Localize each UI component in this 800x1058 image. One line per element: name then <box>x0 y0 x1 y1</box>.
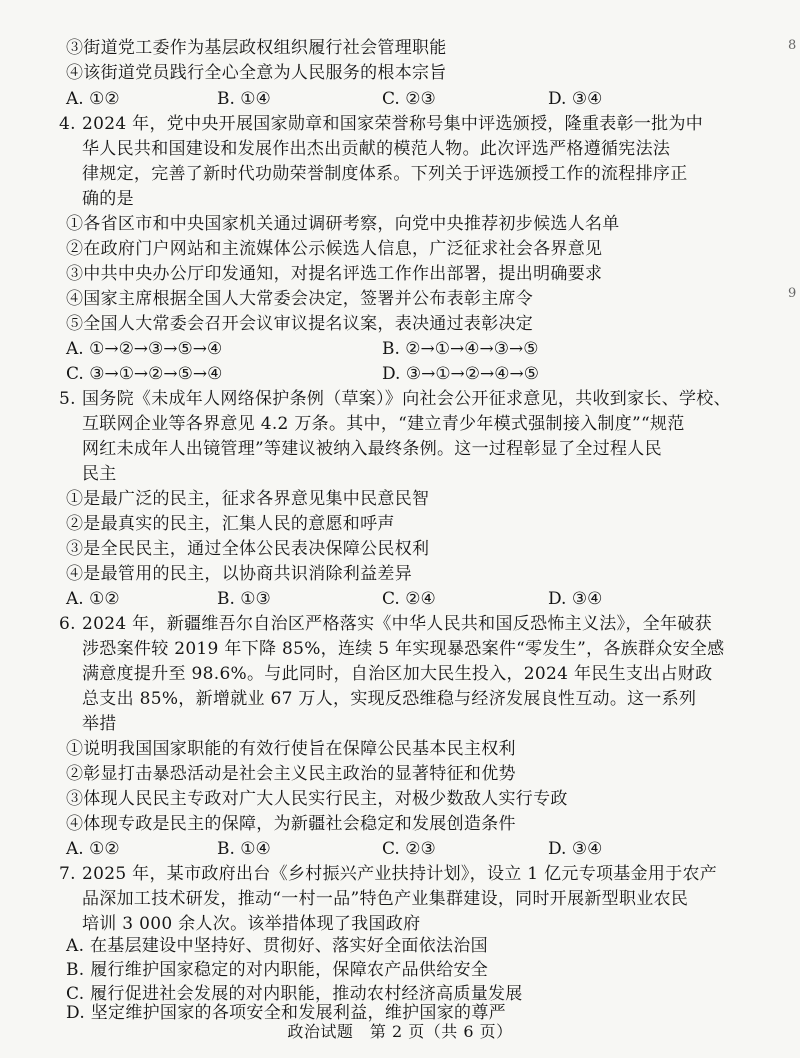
q4-option-a[interactable]: A. ①→②→③→⑤→④ <box>66 339 223 359</box>
q7-choice-d[interactable]: D. 坚定维护国家的各项安全和发展利益，维护国家的尊严 <box>66 1003 506 1023</box>
q6-option-b[interactable]: B. ①④ <box>217 839 271 859</box>
q6-number: 6. <box>59 614 76 634</box>
q5-option-a[interactable]: A. ①② <box>66 589 120 609</box>
q3-option-c[interactable]: C. ②③ <box>382 89 436 109</box>
q4-statement-3: ③中共中央办公厅印发通知，对提名评选工作作出部署，提出明确要求 <box>66 264 603 284</box>
q6-statement-4: ④体现专政是民主的保障，为新疆社会稳定和发展创造条件 <box>66 814 516 834</box>
q7-choice-b[interactable]: B. 履行维护国家稳定的对内职能，保障农产品供给安全 <box>66 960 489 980</box>
q6-statement-3: ③体现人民民主专政对广大人民实行民主，对极少数敌人实行专政 <box>66 789 568 809</box>
page-footer: 政治试题 第 2 页（共 6 页） <box>287 1022 513 1041</box>
q3-option-a[interactable]: A. ①② <box>66 89 120 109</box>
q5-option-b[interactable]: B. ①③ <box>217 589 271 609</box>
q4-statement-1: ①各省区市和中央国家机关通过调研考察，向党中央推荐初步候选人名单 <box>66 214 620 234</box>
q6-statement-1: ①说明我国国家职能的有效行使旨在保障公民基本民主权利 <box>66 739 516 759</box>
q4-number: 4. <box>59 114 76 134</box>
q5-statement-2: ②是最真实的民主，汇集人民的意愿和呼声 <box>66 514 395 534</box>
q5-number: 5. <box>59 389 76 409</box>
q3-option-d[interactable]: D. ③④ <box>548 89 603 109</box>
q3-statement-3: ③街道党工委作为基层政权组织履行社会管理职能 <box>66 38 447 58</box>
edge-mark-top: 8 <box>788 38 797 53</box>
q6-option-c[interactable]: C. ②③ <box>382 839 436 859</box>
q4-statement-5: ⑤全国人大常委会召开会议审议提名议案，表决通过表彰决定 <box>66 314 534 334</box>
q5-statement-1: ①是最广泛的民主，征求各界意见集中民意民智 <box>66 489 430 509</box>
q7-number: 7. <box>59 864 76 884</box>
q6-option-a[interactable]: A. ①② <box>66 839 120 859</box>
q5-statement-3: ③是全民民主，通过全体公民表决保障公民权利 <box>66 539 430 559</box>
q3-option-b[interactable]: B. ①④ <box>217 89 271 109</box>
q4-statement-4: ④国家主席根据全国人大常委会决定，签署并公布表彰主席令 <box>66 289 534 309</box>
q4-statement-2: ②在政府门户网站和主流媒体公示候选人信息，广泛征求社会各界意见 <box>66 239 603 259</box>
q5-option-d[interactable]: D. ③④ <box>548 589 603 609</box>
q6-option-d[interactable]: D. ③④ <box>548 839 603 859</box>
q7-choice-a[interactable]: A. 在基层建设中坚持好、贯彻好、落实好全面依法治国 <box>66 936 488 956</box>
q5-statement-4: ④是最管用的民主，以协商共识消除利益差异 <box>66 564 412 584</box>
q4-option-d[interactable]: D. ③→①→②→④→⑤ <box>382 364 540 384</box>
q3-statement-4: ④该街道党员践行全心全意为人民服务的根本宗旨 <box>66 63 447 83</box>
edge-mark-middle: 9 <box>788 286 797 301</box>
q5-option-c[interactable]: C. ②④ <box>382 589 436 609</box>
q4-option-b[interactable]: B. ②→①→④→③→⑤ <box>382 339 539 359</box>
q6-statement-2: ②彰显打击暴恐活动是社会主义民主政治的显著特征和优势 <box>66 764 516 784</box>
q4-option-c[interactable]: C. ③→①→②→⑤→④ <box>66 364 223 384</box>
q7-choice-c[interactable]: C. 履行促进社会发展的对内职能，推动农村经济高质量发展 <box>66 984 523 1004</box>
